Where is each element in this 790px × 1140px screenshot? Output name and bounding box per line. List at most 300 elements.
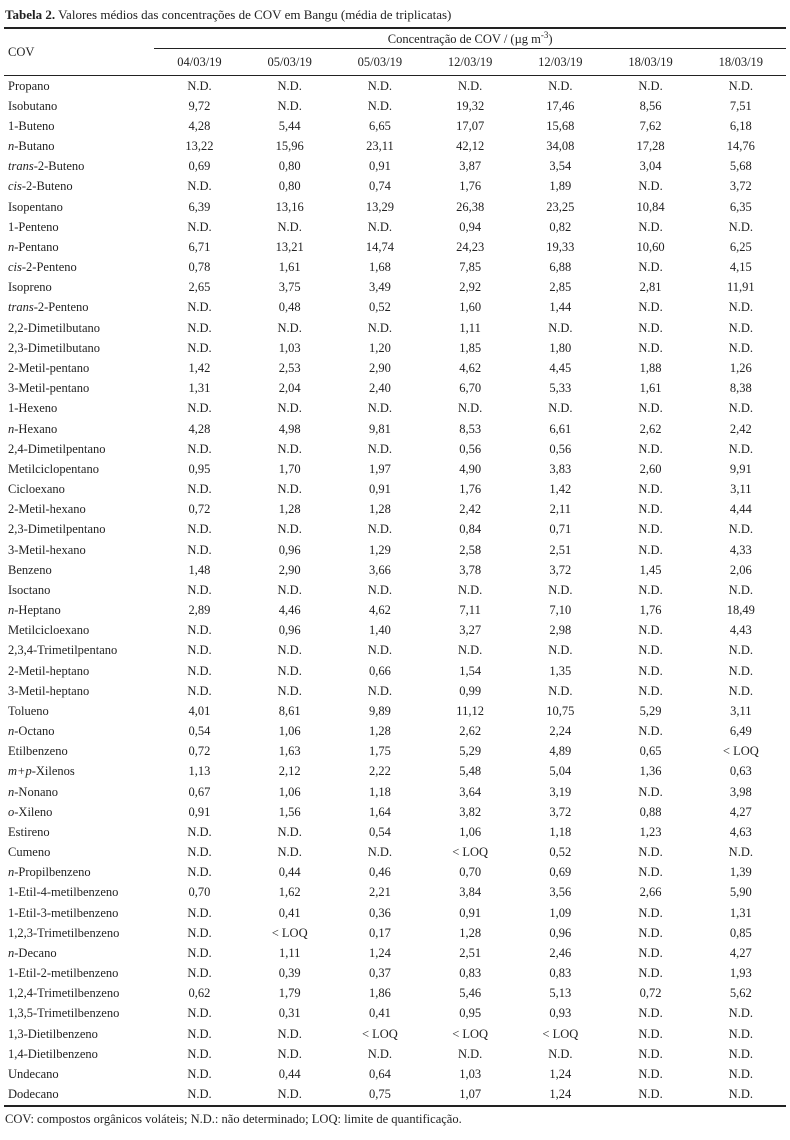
value-cell: 4,01 [188,703,211,718]
value-cell: 2,98 [549,623,572,638]
value-cell: 2,11 [549,502,572,517]
table-row [4,984,786,1004]
value-cell: 1,28 [278,502,301,517]
column-header-date: 05/03/19 [245,49,335,76]
column-header-date: 18/03/19 [605,49,695,76]
value-cell: 4,90 [459,461,482,476]
value-cell: N.D. [728,320,753,335]
value-cell: N.D. [548,401,573,416]
value-cell: 9,89 [368,703,391,718]
value-cell: 4,15 [729,260,752,275]
compound-name: Benzeno [8,562,52,577]
value-cell: N.D. [548,320,573,335]
value-cell: 34,08 [546,139,575,154]
value-cell: N.D. [638,300,663,315]
value-cell: N.D. [638,78,663,93]
value-cell: < LOQ [452,1026,489,1041]
value-cell: 2,53 [278,360,301,375]
value-cell: N.D. [277,683,302,698]
compound-name: 1-Etil-2-metilbenzeno [8,966,119,981]
value-cell: N.D. [638,925,663,940]
value-cell: N.D. [728,1067,753,1081]
value-cell: N.D. [638,1087,663,1102]
value-cell: 14,76 [726,139,755,154]
value-cell: 0,72 [639,986,662,1001]
value-cell: 1,45 [639,562,662,577]
table-row [4,318,786,338]
value-cell: 4,45 [549,360,572,375]
compound-name: Propano [8,78,50,93]
value-cell: N.D. [277,1046,302,1061]
value-cell: N.D. [728,441,753,456]
value-cell: N.D. [638,865,663,880]
value-cell: N.D. [277,401,302,416]
compound-name: Metilcicloexano [8,623,90,638]
compound-name: cis-2-Buteno [8,179,73,194]
table-row [4,459,786,479]
compound-name: Cumeno [8,845,51,860]
value-cell: 2,12 [278,764,301,779]
value-cell: 0,66 [368,663,391,678]
compound-name: trans-2-Buteno [8,159,85,174]
value-cell: 7,62 [639,118,662,133]
value-cell: 1,76 [459,179,482,194]
value-cell: N.D. [277,219,302,234]
table-row [4,1085,786,1106]
compound-name: n-Heptano [8,603,61,618]
value-cell: 3,82 [459,804,482,819]
value-cell: 2,51 [459,945,482,960]
value-cell: 2,90 [278,562,301,577]
value-cell: 1,42 [549,482,572,497]
value-cell: 10,84 [636,199,665,214]
compound-name: Isobutano [8,98,58,113]
value-cell: N.D. [187,522,212,537]
value-cell: 1,06 [459,824,482,839]
value-cell: 1,36 [639,764,662,779]
compound-name: Etilbenzeno [8,744,68,759]
value-cell: 1,28 [459,925,482,940]
value-cell: 0,44 [278,1067,301,1081]
value-cell: N.D. [187,219,212,234]
value-cell: 1,11 [278,945,301,960]
value-cell: 1,68 [368,260,391,275]
value-cell: 0,52 [549,845,572,860]
value-cell: N.D. [367,643,393,658]
value-cell: 1,18 [368,784,391,799]
compound-name: 1-Etil-3-metilbenzeno [8,905,119,920]
value-cell: 1,29 [368,542,391,557]
value-cell: 1,18 [549,824,572,839]
value-cell: 4,33 [729,542,752,557]
value-cell: N.D. [187,643,212,658]
value-cell: 1,24 [368,945,391,960]
value-cell: 4,62 [459,360,482,375]
compound-name-italic-prefix: n [8,421,15,436]
value-cell: 0,83 [459,966,482,981]
value-cell: 1,23 [639,824,662,839]
compound-name: Dodecano [8,1087,59,1102]
value-cell: 1,20 [368,340,391,355]
value-cell: 2,65 [188,280,211,295]
value-cell: 3,11 [730,482,752,497]
value-cell: N.D. [457,78,483,93]
value-cell: 0,91 [368,159,391,174]
value-cell: 13,21 [275,239,304,254]
value-cell: 23,25 [546,199,575,214]
value-cell: 18,49 [726,603,755,618]
table-footnote: COV: compostos orgânicos voláteis; N.D.: não determinado; LOQ: limite de quantificação. [5,1111,462,1126]
value-cell: 1,63 [278,744,301,759]
value-cell: 3,19 [549,784,572,799]
compound-name: 1,3-Dietilbenzeno [8,1026,98,1041]
value-cell: N.D. [638,582,663,597]
compound-name: Isoctano [8,582,51,597]
table-body [4,76,786,1106]
value-cell: N.D. [638,623,663,638]
value-cell: N.D. [638,945,663,960]
value-cell: 1,62 [278,885,301,900]
value-cell: 2,66 [639,885,662,900]
value-cell: 0,91 [368,482,391,497]
value-cell: N.D. [187,966,212,981]
value-cell: N.D. [367,582,393,597]
value-cell: 23,11 [366,139,394,154]
value-cell: 1,06 [278,784,301,799]
value-cell: 1,31 [729,905,752,920]
compound-name: 2-Metil-heptano [8,663,90,678]
value-cell: 3,54 [549,159,572,174]
value-cell: N.D. [638,542,663,557]
value-cell: 0,70 [459,865,482,880]
value-cell: N.D. [638,522,663,537]
value-cell: 1,75 [368,744,391,759]
value-cell: 2,24 [549,724,572,739]
column-header-date: 12/03/19 [425,49,515,76]
value-cell: 2,42 [459,502,482,517]
value-cell: 6,49 [729,724,752,739]
span-header-sup: -3 [540,29,549,40]
compound-name: Metilciclopentano [8,461,99,476]
compound-name-italic-prefix: n [8,945,15,960]
compound-name: Estireno [8,824,50,839]
value-cell: 0,46 [368,865,391,880]
compound-name: Tolueno [8,703,49,718]
value-cell: 2,62 [459,724,482,739]
value-cell: 0,82 [549,219,572,234]
value-cell: 5,68 [729,159,752,174]
table-row [4,399,786,419]
compound-name-italic-prefix: n [8,139,15,154]
value-cell: 5,48 [459,764,482,779]
value-cell: N.D. [187,582,212,597]
table-row [4,580,786,600]
value-cell: 0,80 [278,179,301,194]
value-cell: 6,35 [729,199,752,214]
table-row [4,278,786,298]
value-cell: 1,48 [188,562,211,577]
value-cell: 5,33 [549,381,572,396]
compound-name: n-Propilbenzeno [8,865,91,880]
value-cell: 1,61 [639,381,662,396]
value-cell: 2,58 [459,542,482,557]
value-cell: 1,40 [368,623,391,638]
value-cell: N.D. [548,683,573,698]
value-cell: N.D. [728,219,753,234]
value-cell: 6,71 [188,239,211,254]
value-cell: N.D. [187,1046,212,1061]
value-cell: 5,62 [729,986,752,1001]
compound-name: 2,3,4-Trimetilpentano [8,643,118,658]
compound-name: 2,3-Dimetilpentano [8,522,106,537]
compound-name: m+p-Xilenos [8,764,75,779]
value-cell: 1,85 [459,340,482,355]
column-header-date: 12/03/19 [515,49,605,76]
table-row [4,822,786,842]
value-cell: N.D. [638,1026,663,1041]
value-cell: N.D. [187,623,212,638]
value-cell: N.D. [187,300,212,315]
table-title-label: Tabela 2. [5,7,56,22]
value-cell: N.D. [638,643,663,658]
value-cell: N.D. [638,683,663,698]
table-row [4,358,786,378]
table-row [4,298,786,318]
value-cell: 1,09 [549,905,572,920]
value-cell: 0,69 [549,865,572,880]
value-cell: N.D. [548,1046,573,1061]
value-cell: 5,13 [549,986,572,1001]
value-cell: 6,39 [188,199,211,214]
value-cell: N.D. [277,482,302,497]
value-cell: N.D. [638,502,663,517]
compound-name: 1,2,4-Trimetilbenzeno [8,986,120,1001]
table-row [4,903,786,923]
value-cell: 1,56 [278,804,301,819]
compound-name: 1,2,3-Trimetilbenzeno [8,925,120,940]
value-cell: N.D. [638,179,663,194]
table-row [4,258,786,278]
value-cell: < LOQ [361,1026,398,1041]
cov-concentration-table [4,27,786,1107]
value-cell: 6,61 [549,421,572,436]
value-cell: N.D. [187,824,212,839]
table-row [4,116,786,136]
table-title-text: Valores médios das concentrações de COV em Bangu (média de triplicatas) [55,7,452,22]
value-cell: 0,96 [278,542,301,557]
value-cell: N.D. [638,966,663,981]
value-cell: 1,79 [278,986,301,1001]
value-cell: 3,49 [368,280,391,295]
value-cell: 1,28 [368,502,391,517]
value-cell: 0,96 [549,925,572,940]
value-cell: 2,21 [368,885,391,900]
table-row [4,621,786,641]
value-cell: 2,60 [639,461,662,476]
value-cell: 4,43 [729,623,752,638]
table-row [4,560,786,580]
table-row [4,661,786,681]
value-cell: 3,56 [549,885,572,900]
value-cell: N.D. [638,1006,663,1021]
value-cell: 3,11 [730,703,752,718]
value-cell: 1,60 [459,300,482,315]
compound-name: Undecano [8,1067,59,1081]
column-header-date: 04/03/19 [154,49,244,76]
compound-name-italic-prefix: n [8,724,15,739]
value-cell: 3,87 [459,159,482,174]
compound-name: 2,4-Dimetilpentano [8,441,106,456]
compound-name-italic-prefix: trans [8,159,34,174]
value-cell: N.D. [728,1046,753,1061]
compound-name-italic-prefix: n [8,239,15,254]
value-cell: 4,28 [188,118,211,133]
compound-name: Cicloexano [8,482,65,497]
value-cell: N.D. [638,663,663,678]
value-cell: 0,62 [188,986,211,1001]
compound-name: 2-Metil-pentano [8,360,90,375]
compound-name: Isopentano [8,199,63,214]
value-cell: N.D. [728,683,753,698]
value-cell: 0,56 [459,441,482,456]
value-cell: N.D. [638,1046,663,1061]
value-cell: 3,75 [278,280,301,295]
value-cell: N.D. [187,1026,212,1041]
table-row [4,338,786,358]
value-cell: 1,93 [729,966,752,981]
value-cell: 4,28 [188,421,211,436]
table-row [4,137,786,157]
value-cell: N.D. [638,845,663,860]
value-cell: 5,29 [639,703,662,718]
compound-name: n-Pentano [8,239,59,254]
value-cell: 11,12 [456,703,484,718]
value-cell: 10,75 [546,703,575,718]
value-cell: N.D. [728,1026,753,1041]
table-row [4,96,786,116]
value-cell: 0,91 [459,905,482,920]
value-cell: N.D. [728,78,753,93]
table-row [4,600,786,620]
value-cell: N.D. [638,724,663,739]
value-cell: 1,97 [368,461,391,476]
compound-name: trans-2-Penteno [8,300,89,315]
value-cell: 0,54 [368,824,391,839]
value-cell: 2,04 [278,381,301,396]
value-cell: 13,29 [365,199,394,214]
value-cell: N.D. [728,582,753,597]
value-cell: 2,90 [368,360,391,375]
value-cell: 0,64 [368,1067,391,1081]
value-cell: 5,90 [729,885,752,900]
value-cell: N.D. [277,1087,302,1102]
compound-name: 1-Penteno [8,219,59,234]
value-cell: N.D. [277,522,302,537]
value-cell: N.D. [457,1046,483,1061]
value-cell: N.D. [728,663,753,678]
value-cell: 7,85 [459,260,482,275]
value-cell: < LOQ [722,744,759,759]
value-cell: 0,48 [278,300,301,315]
value-cell: 3,84 [459,885,482,900]
value-cell: N.D. [187,340,212,355]
value-cell: 1,13 [188,764,211,779]
compound-name: n-Butano [8,139,55,154]
compound-name: 3-Metil-hexano [8,542,86,557]
value-cell: 0,39 [278,966,301,981]
value-cell: N.D. [638,219,663,234]
value-cell: 0,84 [459,522,482,537]
value-cell: 3,83 [549,461,572,476]
value-cell: N.D. [367,845,393,860]
value-cell: 2,62 [639,421,662,436]
value-cell: 42,12 [456,139,485,154]
value-cell: 13,22 [185,139,214,154]
column-header-cov: COV [4,28,154,76]
table-row [4,1044,786,1064]
value-cell: 0,69 [188,159,211,174]
value-cell: 1,42 [188,360,211,375]
compound-name: 1-Hexeno [8,401,58,416]
value-cell: 3,72 [549,562,572,577]
value-cell: 0,54 [188,724,211,739]
compound-name: n-Octano [8,724,55,739]
value-cell: N.D. [187,482,212,497]
value-cell: N.D. [187,663,212,678]
value-cell: 1,64 [368,804,391,819]
value-cell: 3,64 [459,784,482,799]
value-cell: N.D. [187,845,212,860]
compound-name: n-Hexano [8,421,58,436]
value-cell: N.D. [638,482,663,497]
value-cell: 9,91 [729,461,752,476]
compound-name-italic-prefix: m+p [8,764,32,779]
value-cell: N.D. [728,401,753,416]
value-cell: N.D. [187,1067,212,1081]
value-cell: 15,96 [275,139,304,154]
table-row [4,762,786,782]
value-cell: N.D. [367,78,393,93]
table-row [4,742,786,762]
value-cell: 8,61 [278,703,301,718]
table-row [4,1004,786,1024]
value-cell: N.D. [277,1026,302,1041]
value-cell: N.D. [277,441,302,456]
value-cell: N.D. [367,1046,393,1061]
value-cell: N.D. [728,643,753,658]
compound-name: n-Nonano [8,784,58,799]
value-cell: N.D. [187,179,212,194]
value-cell: 0,91 [188,804,211,819]
value-cell: 15,68 [546,118,575,133]
value-cell: 0,93 [549,1006,572,1021]
value-cell: N.D. [367,441,393,456]
table-row [4,681,786,701]
value-cell: N.D. [367,683,393,698]
value-cell: 19,33 [546,239,575,254]
value-cell: 6,25 [729,239,752,254]
value-cell: 1,07 [459,1087,482,1102]
value-cell: 0,72 [188,502,211,517]
value-cell: N.D. [367,98,393,113]
table-row [4,923,786,943]
value-cell: 1,06 [278,724,301,739]
value-cell: 4,62 [368,603,391,618]
value-cell: 1,80 [549,340,572,355]
table-row [4,157,786,177]
value-cell: 0,71 [549,522,572,537]
value-cell: N.D. [638,905,663,920]
